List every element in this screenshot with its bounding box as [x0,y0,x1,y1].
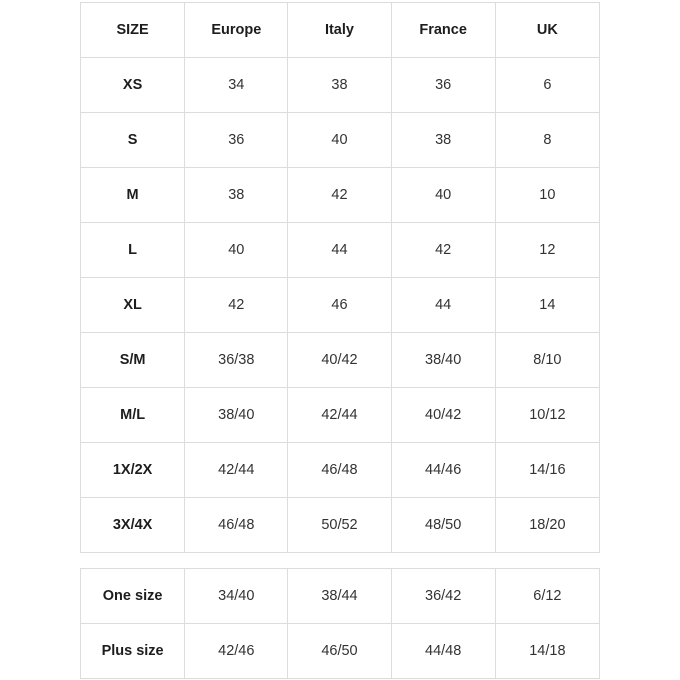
column-header-italy: Italy [288,3,391,58]
table-row [81,498,600,553]
row-label: M/L [81,388,185,443]
cell-italy: 50/52 [288,498,391,553]
row-label: XS [81,58,185,113]
cell-france: 40 [391,168,495,223]
cell-france: 48/50 [391,498,495,553]
cell-france: 44/46 [391,443,495,498]
row-label: S [81,113,185,168]
table-row [81,113,600,168]
cell-italy: 46/50 [288,624,391,679]
cell-uk: 14 [495,278,599,333]
row-label: One size [81,569,185,624]
cell-europe: 36 [185,113,288,168]
cell-europe: 42 [185,278,288,333]
table-row [81,443,600,498]
cell-italy: 40 [288,113,391,168]
column-header-size: SIZE [81,3,185,58]
cell-europe: 36/38 [185,333,288,388]
table-header-row [81,3,600,58]
row-label: S/M [81,333,185,388]
cell-uk: 14/18 [495,624,599,679]
table-row [81,624,600,679]
table-row [81,333,600,388]
table-row [81,168,600,223]
row-label: 1X/2X [81,443,185,498]
column-header-france: France [391,3,495,58]
cell-uk: 12 [495,223,599,278]
table-header [81,3,600,58]
row-label: M [81,168,185,223]
cell-italy: 38 [288,58,391,113]
cell-france: 42 [391,223,495,278]
cell-europe: 34 [185,58,288,113]
cell-europe: 42/44 [185,443,288,498]
row-label: 3X/4X [81,498,185,553]
cell-france: 36/42 [391,569,495,624]
table-body [81,569,600,679]
cell-italy: 44 [288,223,391,278]
cell-france: 44/48 [391,624,495,679]
table-row [81,223,600,278]
table-row [81,388,600,443]
cell-europe: 42/46 [185,624,288,679]
cell-france: 40/42 [391,388,495,443]
one-size-table-container [80,568,600,679]
column-header-uk: UK [495,3,599,58]
cell-europe: 38 [185,168,288,223]
cell-europe: 38/40 [185,388,288,443]
cell-europe: 34/40 [185,569,288,624]
cell-italy: 40/42 [288,333,391,388]
cell-france: 44 [391,278,495,333]
row-label: Plus size [81,624,185,679]
size-conversion-table-container [80,2,600,553]
cell-italy: 42 [288,168,391,223]
one-size-table [80,568,600,679]
cell-uk: 6/12 [495,569,599,624]
cell-france: 38/40 [391,333,495,388]
cell-italy: 46/48 [288,443,391,498]
column-header-europe: Europe [185,3,288,58]
row-label: L [81,223,185,278]
cell-france: 38 [391,113,495,168]
cell-france: 36 [391,58,495,113]
cell-italy: 46 [288,278,391,333]
cell-italy: 42/44 [288,388,391,443]
cell-uk: 18/20 [495,498,599,553]
cell-uk: 6 [495,58,599,113]
cell-italy: 38/44 [288,569,391,624]
cell-europe: 40 [185,223,288,278]
cell-uk: 14/16 [495,443,599,498]
cell-uk: 10 [495,168,599,223]
size-conversion-table [80,2,600,553]
table-body [81,58,600,553]
cell-uk: 8/10 [495,333,599,388]
cell-europe: 46/48 [185,498,288,553]
cell-uk: 8 [495,113,599,168]
table-row [81,278,600,333]
table-row [81,58,600,113]
row-label: XL [81,278,185,333]
table-row [81,569,600,624]
cell-uk: 10/12 [495,388,599,443]
